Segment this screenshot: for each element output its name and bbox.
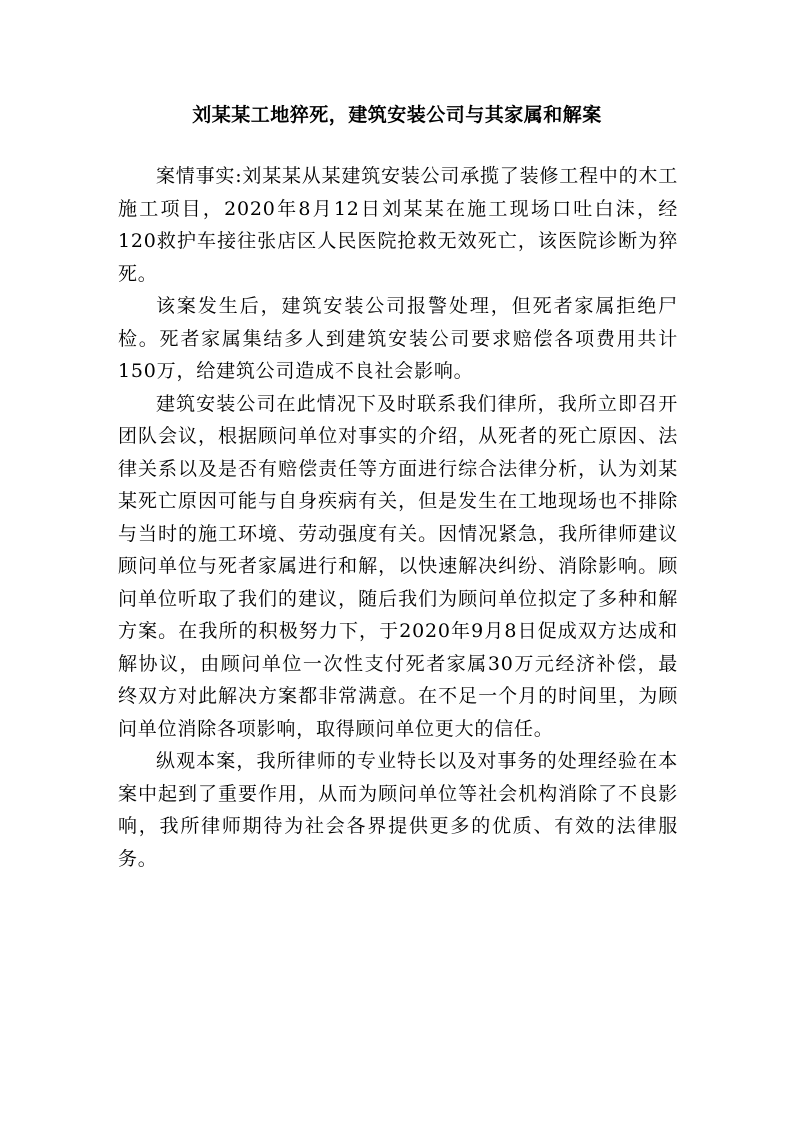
paragraph-legal-handling: 建筑安装公司在此情况下及时联系我们律所，我所立即召开团队会议，根据顾问单位对事实的介绍，从死者的死亡原因、法律关系以及是否有赔偿责任等方面进行综合法律分析，认为刘某某死亡原因可能与自身疾病有关，但是发生在工地现场也不排除与当时的施工环境、劳动强度有关。因情况紧急，我所律师建议顾问单位与死者家属进行和解，以快速解决纠纷、消除影响。顾问单位听取了我们的建议，随后我们为顾问单位拟定了多种和解方案。在我所的积极努力下，于2020年9月8日促成双方达成和解协议，由顾问单位一次性支付死者家属30万元经济补偿，最终双方对此解决方案都非常满意。在不足一个月的时间里，为顾问单位消除各项影响，取得顾问单位更大的信任。 <box>118 392 678 740</box>
document-title: 刘某某工地猝死，建筑安装公司与其家属和解案 <box>192 104 602 126</box>
paragraph-conclusion: 纵观本案，我所律师的专业特长以及对事务的处理经验在本案中起到了重要作用，从而为顾问单位等社会机构消除了不良影响，我所律师期待为社会各界提供更多的优质、有效的法律服务。 <box>118 750 678 870</box>
paragraph-incident-aftermath: 该案发生后，建筑安装公司报警处理，但死者家属拒绝尸检。死者家属集结多人到建筑安装公司要求赔偿各项费用共计150万，给建筑公司造成不良社会影响。 <box>118 295 678 382</box>
document-body <box>118 160 678 875</box>
paragraph-case-facts: 案情事实:刘某某从某建筑安装公司承揽了装修工程中的木工施工项目，2020年8月12日刘某某在施工现场口吐白沫，经120救护车接往张店区人民医院抢救无效死亡，该医院诊断为猝死。 <box>118 165 679 285</box>
